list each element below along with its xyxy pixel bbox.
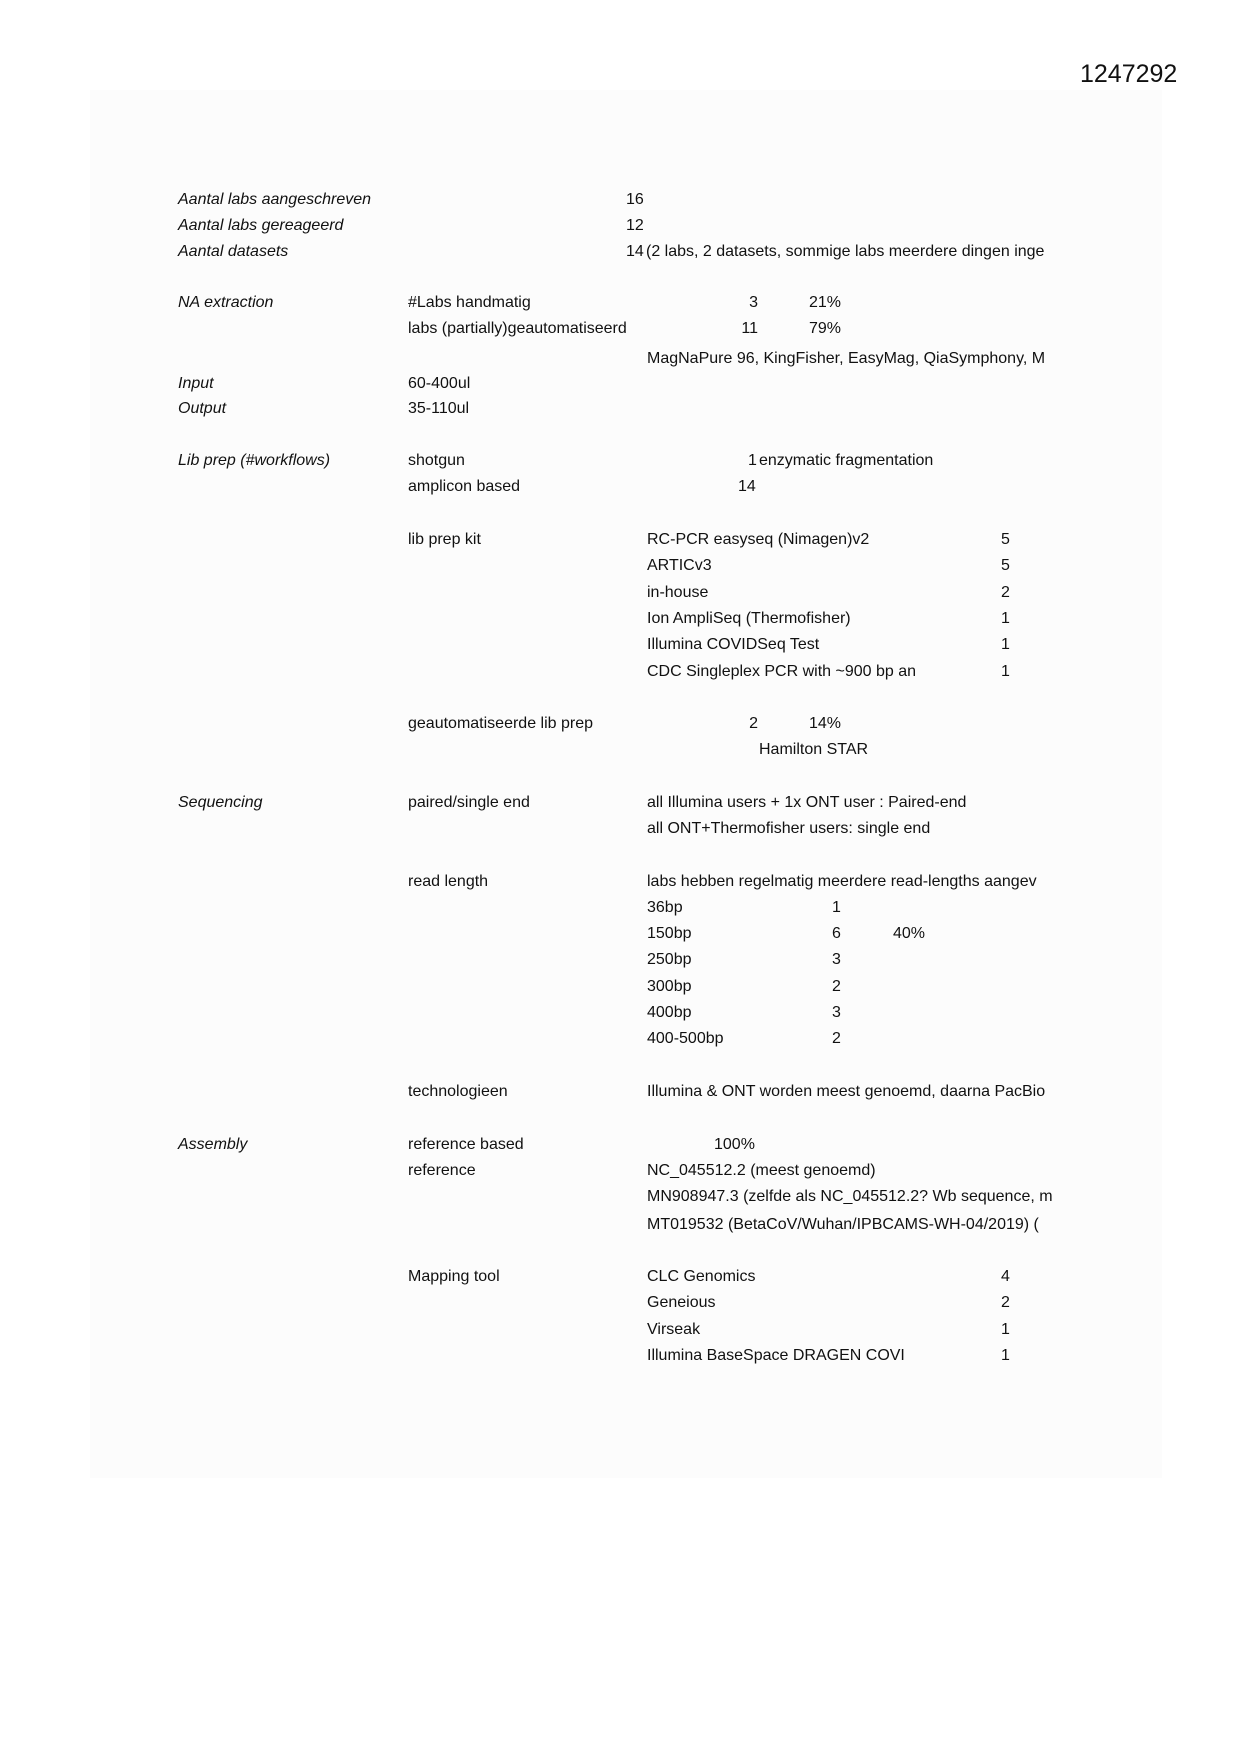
paired-end-label: paired/single end	[408, 794, 530, 811]
input-label: Input	[178, 375, 214, 392]
reference-label: reference	[408, 1162, 476, 1179]
auto-libprep-system: Hamilton STAR	[759, 741, 869, 758]
manual-label: #Labs handmatig	[408, 294, 531, 311]
extraction-systems: MagNaPure 96, KingFisher, EasyMag, QiaSymphony, M	[647, 350, 1046, 367]
technologies-label: technologieen	[408, 1083, 508, 1100]
input-value: 60-400ul	[408, 375, 471, 392]
labs-contacted-label: Aantal labs aangeschreven	[178, 191, 372, 208]
read-length: 400-500bp	[647, 1030, 724, 1047]
reference-item: MT019532 (BetaCoV/Wuhan/IPBCAMS-WH-04/2019) (	[647, 1216, 1039, 1233]
read-length: 36bp	[647, 899, 683, 916]
read-length-count: 3	[832, 1004, 841, 1021]
datasets-label: Aantal datasets	[178, 243, 289, 260]
reference-based-pct: 100%	[714, 1136, 755, 1153]
kit-count: 1	[1001, 663, 1010, 680]
read-length: 400bp	[647, 1004, 692, 1021]
document-number: 1247292	[1080, 60, 1178, 88]
reference-item: MN908947.3 (zelfde als NC_045512.2? Wb sequence, m	[647, 1188, 1053, 1205]
auto-count: 11	[741, 320, 758, 337]
tool-name: CLC Genomics	[647, 1268, 756, 1285]
auto-libprep-count: 2	[749, 715, 758, 732]
read-length-label: read length	[408, 873, 489, 890]
auto-libprep-pct: 14%	[809, 715, 842, 732]
paired-end-line2: all ONT+Thermofisher users: single end	[647, 820, 931, 837]
read-length: 250bp	[647, 951, 692, 968]
read-length-note: labs hebben regelmatig meerdere read-lengths aangev	[647, 873, 1037, 890]
shotgun-note: enzymatic fragmentation	[759, 452, 934, 469]
tool-name: Geneious	[647, 1294, 716, 1311]
read-length-pct: 40%	[893, 925, 926, 942]
manual-count: 3	[749, 294, 758, 311]
kit-count: 2	[1001, 584, 1010, 601]
paired-end-line1: all Illumina users + 1x ONT user : Paired-end	[647, 794, 967, 811]
tool-name: Illumina BaseSpace DRAGEN COVI	[647, 1347, 905, 1364]
read-length-count: 1	[832, 899, 841, 916]
datasets-note: (2 labs, 2 datasets, sommige labs meerdere dingen inge	[646, 243, 1045, 260]
amplicon-label: amplicon based	[408, 478, 521, 495]
read-length: 150bp	[647, 925, 692, 942]
read-length-count: 3	[832, 951, 841, 968]
assembly-label: Assembly	[178, 1136, 248, 1153]
mapping-tool-label: Mapping tool	[408, 1268, 500, 1285]
kit-label: lib prep kit	[408, 531, 481, 548]
tool-count: 4	[1001, 1268, 1010, 1285]
tool-count: 1	[1001, 1321, 1010, 1338]
shotgun-count: 1	[748, 452, 757, 469]
na-extraction-label: NA extraction	[178, 294, 274, 311]
output-value: 35-110ul	[408, 400, 470, 417]
lib-prep-label: Lib prep (#workflows)	[178, 452, 331, 469]
kit-name: ARTICv3	[647, 557, 712, 574]
manual-pct: 21%	[809, 294, 842, 311]
reference-based-label: reference based	[408, 1136, 524, 1153]
kit-count: 1	[1001, 610, 1010, 627]
kit-count: 5	[1001, 557, 1010, 574]
technologies-value: Illumina & ONT worden meest genoemd, daarna PacBio	[647, 1083, 1046, 1100]
amplicon-count: 14	[738, 478, 756, 495]
auto-libprep-label: geautomatiseerde lib prep	[408, 715, 594, 732]
labs-contacted-value: 16	[626, 191, 644, 208]
output-label: Output	[178, 400, 227, 417]
kit-name: in-house	[647, 584, 709, 601]
read-length-count: 2	[832, 1030, 841, 1047]
datasets-value: 14	[626, 243, 644, 260]
labs-responded-value: 12	[626, 217, 644, 234]
kit-name: Illumina COVIDSeq Test	[647, 636, 820, 653]
tool-count: 2	[1001, 1294, 1010, 1311]
kit-name: RC-PCR easyseq (Nimagen)v2	[647, 531, 870, 548]
kit-count: 1	[1001, 636, 1010, 653]
kit-name: CDC Singleplex PCR with ~900 bp an	[647, 663, 917, 680]
tool-name: Virseak	[647, 1321, 701, 1338]
kit-count: 5	[1001, 531, 1010, 548]
auto-label: labs (partially)geautomatiseerd	[408, 320, 627, 337]
labs-responded-label: Aantal labs gereageerd	[178, 217, 344, 234]
read-length-count: 6	[832, 925, 841, 942]
tool-count: 1	[1001, 1347, 1010, 1364]
auto-pct: 79%	[809, 320, 842, 337]
read-length-count: 2	[832, 978, 841, 995]
sequencing-label: Sequencing	[178, 794, 263, 811]
reference-item: NC_045512.2 (meest genoemd)	[647, 1162, 876, 1179]
shotgun-label: shotgun	[408, 452, 465, 469]
read-length: 300bp	[647, 978, 692, 995]
kit-name: Ion AmpliSeq (Thermofisher)	[647, 610, 851, 627]
